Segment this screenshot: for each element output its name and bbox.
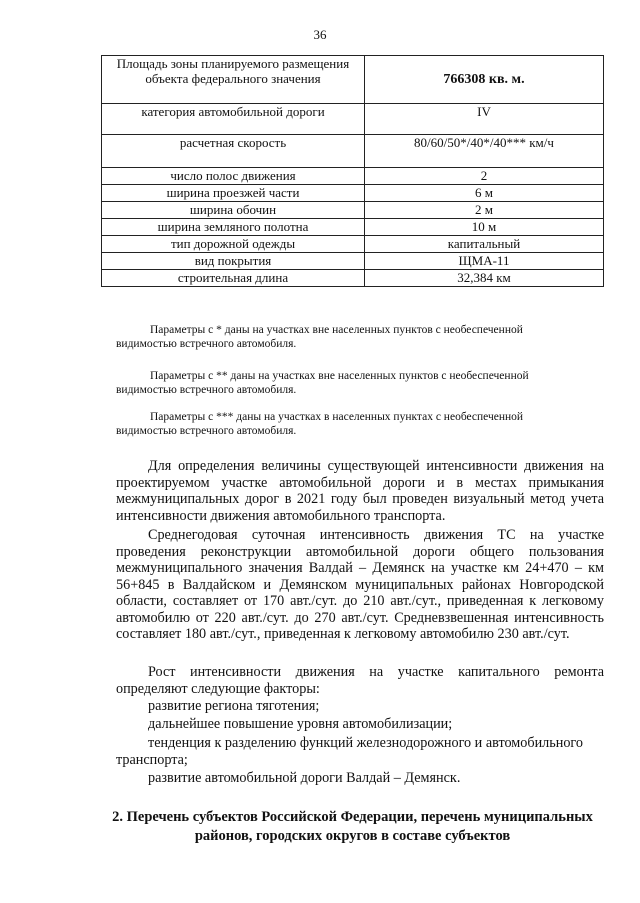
table-row bbox=[102, 253, 604, 270]
parameter-label: вид покрытия bbox=[102, 253, 365, 270]
section-heading: 2. Перечень субъектов Российской Федерации, перечень муниципальных районов, городских округов в составе субъектов bbox=[112, 809, 593, 844]
parameter-label: ширина земляного полотна bbox=[102, 219, 365, 236]
table-row bbox=[102, 56, 604, 104]
parameter-label: ширина проезжей части bbox=[102, 185, 365, 202]
parameter-label: строительная длина bbox=[102, 270, 365, 287]
parameter-value: 6 м bbox=[365, 185, 604, 202]
table-row bbox=[102, 236, 604, 253]
parameter-value: 2 м bbox=[365, 202, 604, 219]
parameter-value: 80/60/50*/40*/40*** км/ч bbox=[365, 135, 604, 168]
parameter-value: ЩМА-11 bbox=[365, 253, 604, 270]
parameter-label: число полос движения bbox=[102, 168, 365, 185]
paragraph-intensity-values: Среднегодовая суточная интенсивность движения ТС на участке проведения реконструкции автомобильной дороги общего пользования межмуниципального значения Валдай – Демянск на участке км 24+470 – км 56+845 в Валдайском и Демянском муниципальных районах Новгородской области, составляет от 170 авт./сут. до 210 авт./сут., приведенная к легковому автомобилю от 220 авт./сут. до 270 авт./сут. Средневзвешенная интенсивность составляет 180 авт./сут., приведенная к легковому автомобилю 230 авт./сут. bbox=[116, 527, 604, 642]
parameter-label: Площадь зоны планируемого размещения объекта федерального значения bbox=[102, 56, 365, 104]
factor-item: дальнейшее повышение уровня автомобилизации; bbox=[148, 716, 453, 732]
parameter-value: 766308 кв. м. bbox=[365, 56, 604, 104]
table-row bbox=[102, 168, 604, 185]
parameter-label: категория автомобильной дороги bbox=[102, 104, 365, 135]
factor-item: развитие автомобильной дороги Валдай – Демянск. bbox=[148, 770, 461, 786]
paragraph-growth-factors: Рост интенсивности движения на участке капитального ремонта определяют следующие факторы: bbox=[116, 664, 604, 697]
table-row bbox=[102, 135, 604, 168]
table-row bbox=[102, 202, 604, 219]
table-row bbox=[102, 270, 604, 287]
factor-item: развитие региона тяготения; bbox=[148, 698, 320, 714]
table-row bbox=[102, 104, 604, 135]
parameter-value: IV bbox=[365, 104, 604, 135]
table-row bbox=[102, 219, 604, 236]
parameter-value: 2 bbox=[365, 168, 604, 185]
parameter-value: 10 м bbox=[365, 219, 604, 236]
table-row bbox=[102, 185, 604, 202]
paragraph-intensity-method: Для определения величины существующей интенсивности движения на проектируемом участке автомобильной дороги и в местах примыкания межмуниципальных дорог в 2021 году был проведен визуальный метод учета интенсивности движения автомобильного транспорта. bbox=[116, 458, 604, 524]
factor-item: тенденция к разделению функций железнодорожного и автомобильного транспорта; bbox=[116, 735, 583, 768]
road-parameters-table bbox=[101, 55, 604, 287]
footnote-triple-asterisk: Параметры с *** даны на участках в населенных пунктах с необеспеченной видимостью встречного автомобиля. bbox=[116, 411, 524, 437]
parameter-value: 32,384 км bbox=[365, 270, 604, 287]
parameter-label: расчетная скорость bbox=[102, 135, 365, 168]
parameter-label: ширина обочин bbox=[102, 202, 365, 219]
page-number: 36 bbox=[313, 27, 327, 42]
footnote-double-asterisk: Параметры с ** даны на участках вне населенных пунктов с необеспеченной видимостью встречного автомобиля. bbox=[116, 370, 529, 396]
footnote-single-asterisk: Параметры с * даны на участках вне населенных пунктов с необеспеченной видимостью встречного автомобиля. bbox=[116, 324, 523, 350]
parameter-value: капитальный bbox=[365, 236, 604, 253]
parameter-label: тип дорожной одежды bbox=[102, 236, 365, 253]
